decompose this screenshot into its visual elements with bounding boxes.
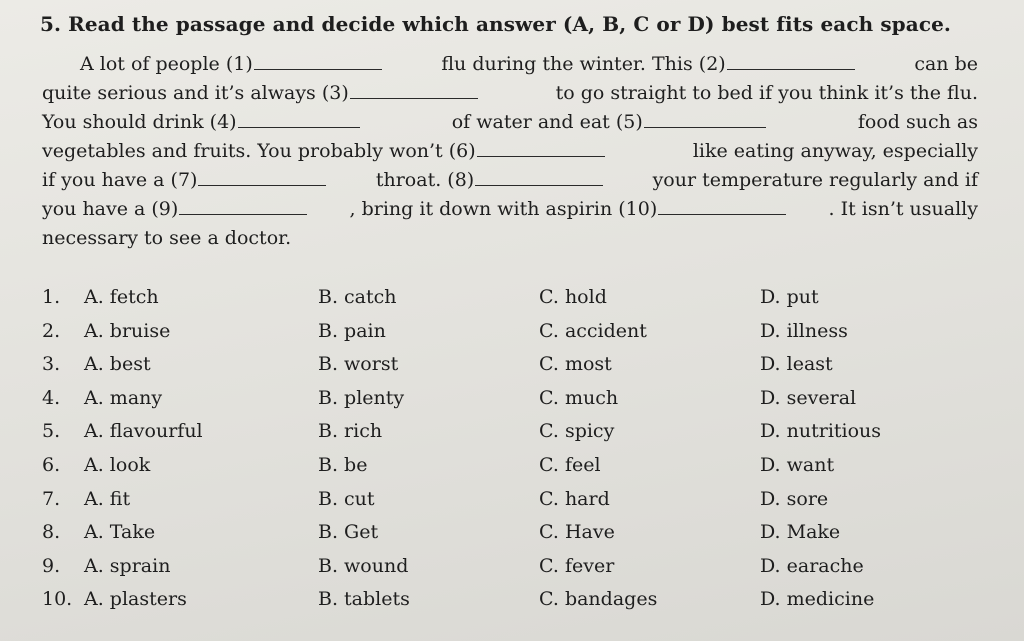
option-b: B. worst [318, 353, 399, 376]
option-c: C. spicy [539, 420, 615, 443]
exercise-heading: 5. Read the passage and decide which answer (A, B, C or D) best fits each space. [40, 12, 951, 36]
option-b: B. rich [318, 420, 383, 443]
option-c: C. feel [539, 453, 601, 476]
blank-2 [727, 55, 855, 70]
option-d: D. earache [760, 554, 864, 577]
question-number: 5. [42, 420, 61, 443]
passage-text: if you have a (7) [42, 169, 198, 191]
option-c: C. bandages [539, 588, 658, 611]
question-number: 10. [42, 588, 73, 611]
option-d: D. sore [760, 487, 829, 510]
option-b: B. tablets [318, 588, 410, 611]
passage-line-1 [42, 50, 978, 79]
option-a: A. fetch [84, 286, 159, 308]
blank-4 [238, 113, 360, 128]
question-number: 7. [42, 487, 61, 510]
question-number: 2. [42, 319, 61, 342]
question-number: 8. [42, 521, 61, 544]
option-c: C. most [539, 353, 612, 376]
passage-text: throat. (8) [375, 169, 475, 191]
blank-7 [198, 171, 326, 186]
option-d: D. illness [760, 319, 848, 342]
question-row [42, 353, 1002, 387]
option-c: C. Have [539, 521, 615, 544]
question-row [42, 286, 1002, 320]
option-b: B. plenty [318, 386, 405, 409]
passage-text: to go straight to bed if you think it’s the flu. [555, 82, 978, 104]
passage-text: food such as [857, 111, 978, 133]
option-d: D. want [760, 453, 835, 476]
passage-line-7 [42, 224, 978, 253]
passage-text: of water and eat (5) [451, 111, 643, 133]
question-number: 4. [42, 386, 61, 409]
blank-6 [477, 142, 605, 157]
question-row [42, 320, 1002, 354]
passage-line-5 [42, 166, 978, 195]
blank-1 [254, 55, 382, 70]
option-c: C. hard [539, 487, 610, 510]
question-row [42, 387, 1002, 421]
question-row [42, 521, 1002, 555]
question-row [42, 588, 1002, 622]
option-a: A. fit [84, 487, 131, 510]
option-d: D. medicine [760, 588, 875, 611]
option-b: B. cut [318, 487, 375, 510]
blank-5 [644, 113, 766, 128]
passage-line-3 [42, 108, 978, 137]
blank-3 [350, 84, 478, 99]
passage-text: A lot of people (1) [80, 53, 253, 75]
answer-options [42, 286, 1002, 622]
passage-text: necessary to see a doctor. [42, 227, 292, 249]
passage-text: , bring it down with aspirin (10) [349, 198, 658, 220]
option-c: C. fever [539, 554, 615, 577]
option-a: A. look [84, 453, 151, 476]
option-a: A. bruise [84, 319, 171, 342]
passage-text: quite serious and it’s always (3) [42, 82, 349, 104]
option-a: A. flavourful [84, 420, 203, 443]
option-c: C. much [539, 386, 619, 409]
passage-line-2 [42, 79, 978, 108]
question-row [42, 420, 1002, 454]
passage-line-6 [42, 195, 978, 224]
blank-9 [179, 200, 307, 215]
option-a: A. best [84, 353, 151, 376]
question-number: 1. [42, 286, 61, 308]
option-c: C. hold [539, 286, 607, 308]
question-number: 3. [42, 353, 61, 376]
option-d: D. nutritious [760, 420, 882, 443]
blank-8 [475, 171, 603, 186]
option-d: D. least [760, 353, 833, 376]
passage-text: You should drink (4) [42, 111, 237, 133]
option-d: D. several [760, 386, 857, 409]
option-d: D. Make [760, 521, 841, 544]
passage-text: you have a (9) [42, 198, 179, 220]
passage-text: can be [914, 53, 978, 75]
question-number: 6. [42, 453, 61, 476]
passage-text: flu during the winter. This (2) [441, 53, 726, 75]
option-c: C. accident [539, 319, 647, 342]
passage-text: like eating anyway, especially [692, 140, 978, 162]
question-row [42, 454, 1002, 488]
question-row [42, 555, 1002, 589]
passage-text: . It isn’t usually [828, 198, 978, 220]
question-row [42, 488, 1002, 522]
blank-10 [658, 200, 786, 215]
option-b: B. be [318, 453, 368, 476]
option-a: A. Take [84, 521, 156, 544]
option-b: B. Get [318, 521, 379, 544]
option-b: B. catch [318, 286, 397, 308]
option-b: B. wound [318, 554, 409, 577]
passage-line-4 [42, 137, 978, 166]
question-number: 9. [42, 554, 61, 577]
passage [42, 50, 978, 253]
option-d: D. put [760, 286, 819, 308]
passage-text: your temperature regularly and if [652, 169, 978, 191]
option-a: A. plasters [84, 588, 187, 611]
option-a: A. many [84, 386, 163, 409]
option-a: A. sprain [84, 554, 171, 577]
passage-text: vegetables and fruits. You probably won’t (6) [42, 140, 476, 162]
option-b: B. pain [318, 319, 386, 342]
